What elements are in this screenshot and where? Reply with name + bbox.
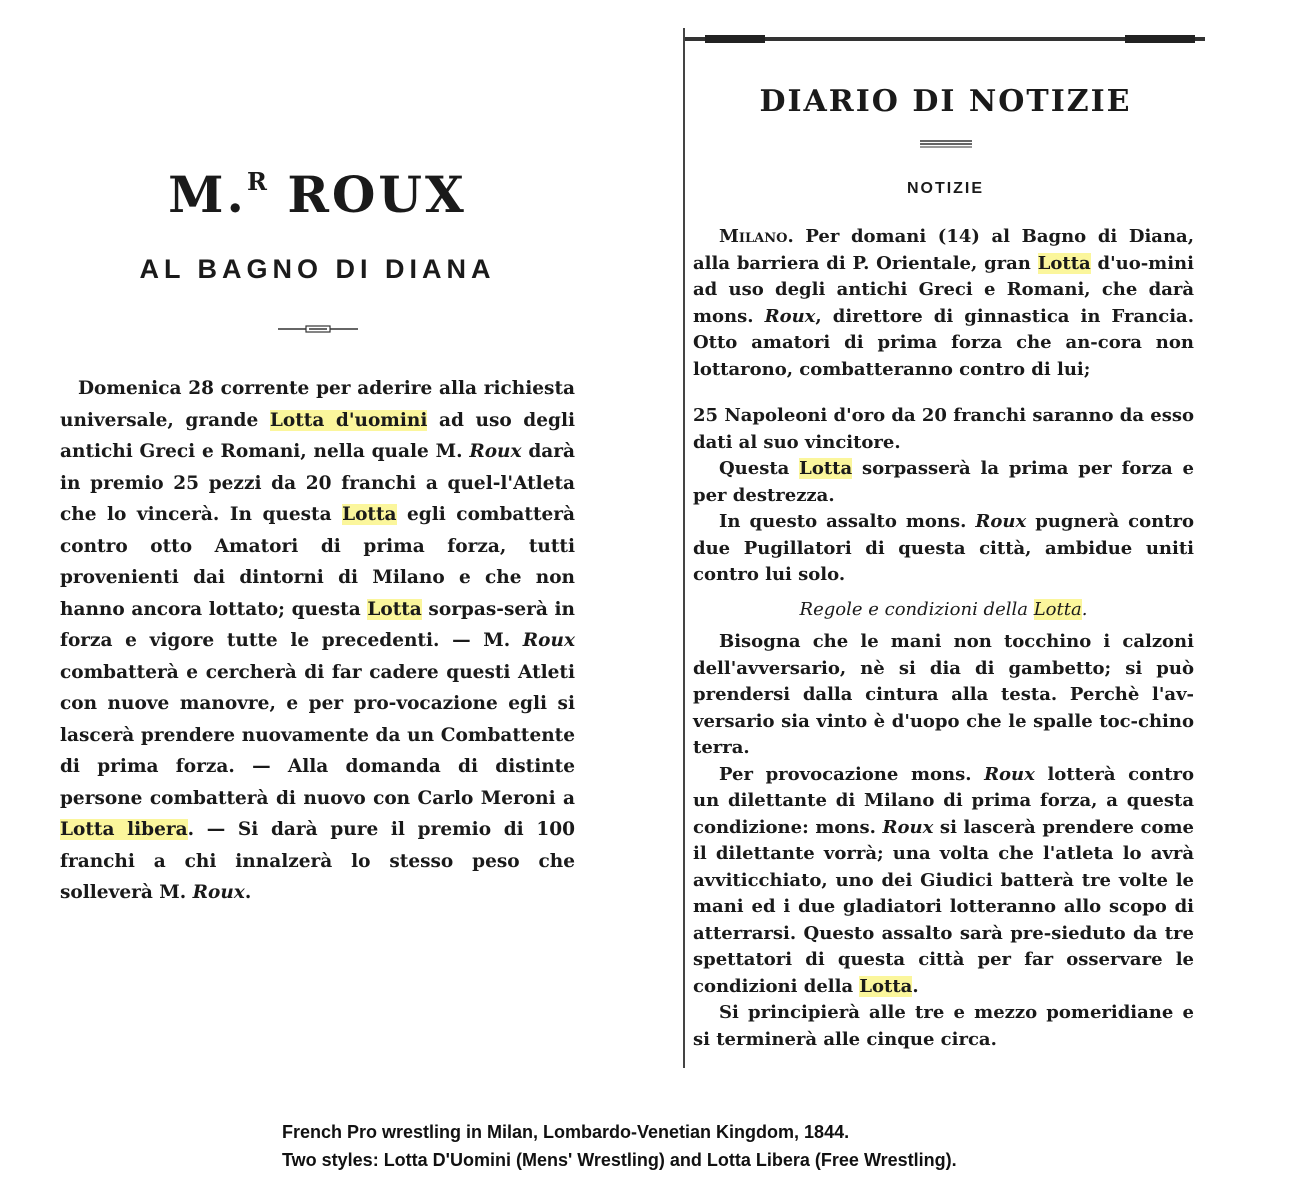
- right-paragraph-3: [693, 456, 1194, 509]
- right-title: DIARIO DI NOTIZIE: [759, 84, 1132, 119]
- italic-name: Roux: [984, 763, 1035, 785]
- right-paragraph-7: [693, 1000, 1194, 1053]
- left-title-main: M.: [168, 165, 247, 224]
- highlighted-term: Lotta: [799, 458, 853, 479]
- text-run: In questo assalto mons.: [719, 511, 976, 532]
- text-run: 25 Napoleoni d'oro da 20 franchi saranno da esso dati al suo vincitore.: [693, 405, 1194, 453]
- text-run: .: [1081, 598, 1088, 620]
- text-run: Regole e condizioni della: [799, 598, 1034, 620]
- text-run: Per provocazione mons.: [719, 763, 985, 785]
- italic-name: Roux: [764, 305, 816, 327]
- italic-name: Roux: [882, 816, 934, 838]
- text-run: egli combatterà contro otto Amatori di prima forza, tutti provenienti dai dintorni di Milano e che non hanno ancora lottato; questa: [60, 504, 576, 620]
- right-paragraph-2: [693, 403, 1194, 456]
- left-title: [60, 165, 575, 224]
- caption-line-1: French Pro wrestling in Milan, Lombardo-Venetian Kingdom, 1844.: [282, 1122, 850, 1142]
- italic-name: Roux: [522, 630, 575, 651]
- highlighted-term: Lotta: [342, 504, 397, 525]
- text-run: . Per domani (14) al Bagno di Diana, alla barriera di P. Orientale, gran: [693, 226, 1194, 274]
- right-paragraph-6: [693, 762, 1194, 1001]
- right-body: [683, 224, 1208, 1053]
- text-run: darà in premio 25 pezzi da 20 franchi a quel-l'Atleta che lo vincerà. In questa: [60, 441, 575, 525]
- highlighted-term: Lotta: [367, 598, 422, 620]
- text-run: .: [244, 882, 252, 903]
- left-clipping: [60, 165, 576, 909]
- left-title-name: ROUX: [287, 165, 467, 224]
- text-run: Si principierà alle tre e mezzo pomeridiane e si terminerà alle cinque circa.: [693, 1002, 1194, 1050]
- left-title-sup: R: [246, 167, 267, 196]
- right-rules-heading: [693, 597, 1194, 624]
- text-run: , direttore di ginnastica in Francia. Otto amatori di prima forza che an-cora non lottarono, combatteranno contro di lui;: [693, 305, 1194, 380]
- text-run: Questa: [719, 458, 800, 479]
- header-bar-ornament-icon: [685, 35, 1205, 43]
- text-run: . — Si darà pure il premio di 100 franchi a chi innalzerà lo stesso peso che solleverà M.: [60, 819, 575, 903]
- text-run: d'uo-mini ad uso degli antichi Greci e Romani, che darà mons.: [693, 252, 1194, 327]
- small-divider-icon: [920, 139, 972, 148]
- image-caption: [282, 1118, 957, 1174]
- italic-name: Roux: [975, 511, 1027, 532]
- right-paragraph-4: [693, 509, 1194, 589]
- text-run: Bisogna che le mani non tocchino i calzoni dell'avversario, nè si dia di gambetto; si può prendersi dalla cintura alla testa. Perchè l'av-versario sia vinto è d'uopo che le spalle toc-chino terra.: [693, 631, 1194, 758]
- text-run: .: [912, 975, 919, 997]
- text-run: Domenica 28 corrente per aderire alla richiesta universale, grande: [60, 378, 575, 431]
- highlighted-term: Lotta: [859, 975, 913, 997]
- text-run: pugnerà contro due Pugillatori di questa città, ambidue uniti contro lui solo.: [693, 511, 1194, 585]
- italic-name: Roux: [192, 882, 245, 903]
- text-run: lotterà contro un dilettante di Milano di prima forza, a questa condizione: mons.: [693, 763, 1194, 838]
- highlighted-term: Lotta: [1033, 598, 1082, 620]
- dateline: Milano: [719, 226, 788, 247]
- right-paragraph-1: [693, 224, 1194, 383]
- left-body: [60, 373, 575, 909]
- highlighted-term: Lotta libera: [60, 819, 188, 840]
- text-run: sorpas-serà in forza e vigore tutte le precedenti. — M.: [60, 598, 576, 651]
- italic-name: Roux: [469, 441, 522, 462]
- right-subtitle: NOTIZIE: [906, 180, 985, 197]
- text-run: combatterà e cercherà di far cadere questi Atleti con nuove manovre, e per pro-vocazione egli si lascerà prendere nuovamente da un Combattente di prima forza. — Alla domanda di distinte persone combatterà di nuovo con Carlo Meroni a: [60, 661, 575, 809]
- left-subtitle: AL BAGNO DI DIANA: [139, 254, 496, 284]
- text-run: ad uso degli antichi Greci e Romani, nella quale M.: [60, 409, 575, 462]
- right-paragraph-5: [693, 629, 1194, 762]
- right-clipping: [683, 28, 1208, 1053]
- highlighted-term: Lotta: [1037, 252, 1091, 274]
- left-body-paragraph: [60, 373, 575, 909]
- text-run: si lascerà prendere come il dilettante vorrà; una volta che l'atleta lo avrà avviticchiato, uno dei Giudici batterà tre volte le mani ed i due gladiatori lotteranno allo scopo di atterrarsi. Questo assalto sarà pre-sieduto da tre spettatori di questa città per far osservare le condizioni della: [693, 816, 1194, 997]
- text-run: sorpasserà la prima per forza e per destrezza.: [693, 458, 1194, 506]
- highlighted-term: Lotta d'uomini: [269, 409, 428, 431]
- ornament-divider-icon: [278, 325, 358, 333]
- caption-line-2: Two styles: Lotta D'Uomini (Mens' Wrestling) and Lotta Libera (Free Wrestling).: [282, 1150, 957, 1170]
